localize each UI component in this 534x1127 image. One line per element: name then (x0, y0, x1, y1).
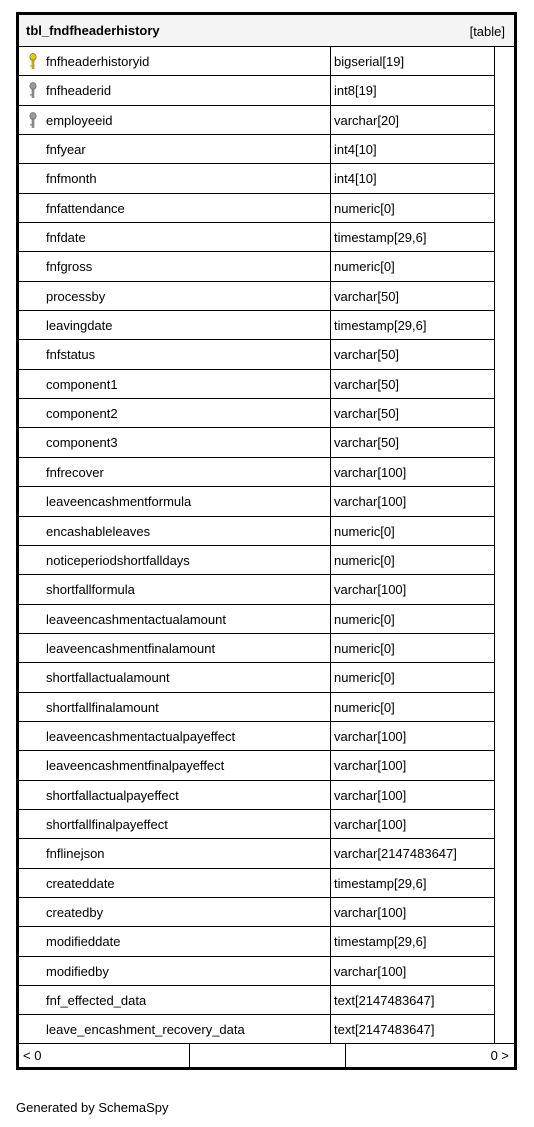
column-type: varchar[100] (334, 816, 407, 832)
column-type: timestamp[29,6] (334, 875, 427, 891)
column-type: varchar[50] (334, 406, 400, 422)
table-row (19, 76, 495, 105)
column-type-cell (331, 957, 494, 985)
table-row (19, 458, 495, 487)
column-name[interactable]: leave_encashment_recovery_data (46, 1022, 245, 1038)
table-row (19, 693, 495, 722)
column-type: numeric[0] (334, 200, 395, 216)
table-row (19, 927, 495, 956)
parent-count-label: < 0 (23, 1048, 42, 1063)
scrollbar-track[interactable] (495, 47, 514, 1043)
column-name[interactable]: fnfheaderid (46, 83, 112, 99)
column-name-cell (19, 517, 331, 545)
column-name-cell (19, 693, 331, 721)
footer-child-count[interactable] (346, 1044, 514, 1067)
foreign-key-icon (27, 82, 39, 99)
column-name-cell (19, 869, 331, 897)
column-type: int4[10] (334, 171, 377, 187)
column-name-cell (19, 986, 331, 1014)
column-name[interactable]: modifiedby (46, 963, 109, 979)
column-type-cell (331, 311, 494, 339)
column-type-cell (331, 605, 494, 633)
foreign-key-icon (27, 112, 39, 129)
column-type-cell (331, 634, 494, 662)
column-type-cell (331, 458, 494, 486)
column-name[interactable]: fnfyear (46, 142, 86, 158)
column-type: varchar[100] (334, 758, 407, 774)
column-type-cell (331, 252, 494, 280)
column-type-cell (331, 869, 494, 897)
column-type: numeric[0] (334, 699, 395, 715)
column-name[interactable]: component1 (46, 376, 118, 392)
column-type-cell (331, 546, 494, 574)
column-name-cell (19, 546, 331, 574)
column-type: varchar[100] (334, 787, 407, 803)
column-type-cell (331, 47, 494, 75)
column-name-cell (19, 223, 331, 251)
column-type: timestamp[29,6] (334, 318, 427, 334)
column-type: numeric[0] (334, 611, 395, 627)
generated-by-text: Generated by SchemaSpy (16, 1100, 169, 1115)
column-name[interactable]: noticeperiodshortfalldays (46, 552, 190, 568)
table-row (19, 898, 495, 927)
column-name[interactable]: encashableleaves (46, 523, 151, 539)
column-name-cell (19, 487, 331, 515)
column-type-cell (331, 1015, 494, 1043)
column-name-cell (19, 135, 331, 163)
column-name[interactable]: leaveencashmentformula (46, 494, 192, 510)
table-type-label: [table] (469, 24, 505, 39)
column-name-cell (19, 957, 331, 985)
table-row (19, 722, 495, 751)
table-row (19, 164, 495, 193)
column-name-cell (19, 311, 331, 339)
column-type: varchar[100] (334, 963, 407, 979)
column-type: varchar[100] (334, 494, 407, 510)
column-type-cell (331, 370, 494, 398)
column-list (19, 47, 495, 1045)
column-type-cell (331, 428, 494, 456)
column-name-cell (19, 370, 331, 398)
column-type: text[2147483647] (334, 1022, 435, 1038)
column-type-cell (331, 663, 494, 691)
column-type-cell (331, 927, 494, 955)
table-header (19, 15, 514, 47)
table-row (19, 517, 495, 546)
column-name[interactable]: shortfallactualamount (46, 670, 170, 686)
column-type-cell (331, 751, 494, 779)
column-type-cell (331, 399, 494, 427)
column-name-cell (19, 47, 331, 75)
column-type-cell (331, 76, 494, 104)
column-name-cell (19, 605, 331, 633)
table-row (19, 1015, 495, 1044)
column-type-cell (331, 164, 494, 192)
column-name-cell (19, 252, 331, 280)
child-count-label: 0 > (490, 1048, 509, 1063)
primary-key-icon (27, 53, 39, 70)
column-name-cell (19, 340, 331, 368)
column-name-cell (19, 810, 331, 838)
footer-parent-count[interactable] (19, 1044, 190, 1067)
column-name[interactable]: fnfstatus (46, 347, 96, 363)
column-type-cell (331, 135, 494, 163)
table-row (19, 370, 495, 399)
column-type: varchar[100] (334, 728, 407, 744)
column-type: varchar[2147483647] (334, 846, 457, 862)
column-type: numeric[0] (334, 640, 395, 656)
table-row (19, 428, 495, 457)
table-row (19, 810, 495, 839)
column-name[interactable]: fnfgross (46, 259, 93, 275)
column-type-cell (331, 194, 494, 222)
column-name[interactable]: shortfallfinalamount (46, 699, 159, 715)
column-name-cell (19, 722, 331, 750)
table-row (19, 47, 495, 76)
column-type: timestamp[29,6] (334, 230, 427, 246)
column-name-cell (19, 428, 331, 456)
column-type-cell (331, 340, 494, 368)
column-type: numeric[0] (334, 670, 395, 686)
column-type: timestamp[29,6] (334, 934, 427, 950)
table-row (19, 252, 495, 281)
column-name-cell (19, 399, 331, 427)
column-type-cell (331, 517, 494, 545)
column-name[interactable]: shortfallactualpayeffect (46, 787, 179, 803)
column-name-cell (19, 663, 331, 691)
column-type: varchar[50] (334, 347, 400, 363)
table-row (19, 194, 495, 223)
column-type: bigserial[19] (334, 54, 405, 69)
table-row (19, 751, 495, 780)
table-row (19, 399, 495, 428)
table-row (19, 135, 495, 164)
column-name-cell (19, 76, 331, 104)
column-type-cell (331, 223, 494, 251)
column-type: numeric[0] (334, 552, 395, 568)
column-type: varchar[100] (334, 904, 407, 920)
table-row (19, 839, 495, 868)
column-name-cell (19, 634, 331, 662)
column-name[interactable]: component3 (46, 435, 118, 451)
column-type-cell (331, 722, 494, 750)
column-type-cell (331, 282, 494, 310)
column-name-cell (19, 575, 331, 603)
column-name[interactable]: component2 (46, 406, 118, 422)
column-name[interactable]: fnfmonth (46, 171, 97, 187)
column-type: varchar[50] (334, 288, 400, 304)
column-name-cell (19, 194, 331, 222)
table-row (19, 282, 495, 311)
column-type-cell (331, 839, 494, 867)
column-name[interactable]: fnfdate (46, 230, 86, 246)
column-type-cell (331, 986, 494, 1014)
table-row (19, 311, 495, 340)
table-row (19, 634, 495, 663)
column-name[interactable]: leaveencashmentfinalamount (46, 640, 216, 656)
column-type: varchar[20] (334, 112, 400, 128)
column-name[interactable]: shortfallfinalpayeffect (46, 816, 168, 832)
table-row (19, 869, 495, 898)
column-name[interactable]: leaveencashmentfinalpayeffect (46, 758, 225, 774)
table-name[interactable]: tbl_fndfheaderhistory (26, 23, 160, 38)
column-type: int8[19] (334, 83, 377, 99)
column-name-cell (19, 282, 331, 310)
column-name[interactable]: leavingdate (46, 318, 113, 334)
table-footer (19, 1043, 514, 1067)
column-name[interactable]: createddate (46, 875, 115, 891)
column-name-cell (19, 106, 331, 134)
footer-middle (190, 1044, 346, 1067)
column-type-cell (331, 781, 494, 809)
column-name[interactable]: fnfheaderhistoryid (46, 54, 150, 69)
column-name[interactable]: processby (46, 288, 106, 304)
table-row (19, 546, 495, 575)
column-name-cell (19, 781, 331, 809)
table-row (19, 575, 495, 604)
column-name[interactable]: leaveencashmentactualpayeffect (46, 728, 236, 744)
table-row (19, 223, 495, 252)
column-name[interactable]: leaveencashmentactualamount (46, 611, 226, 627)
table-row (19, 957, 495, 986)
column-type: varchar[50] (334, 435, 400, 451)
column-type-cell (331, 898, 494, 926)
table-row (19, 663, 495, 692)
column-name[interactable]: shortfallformula (46, 582, 135, 598)
column-name[interactable]: fnflinejson (46, 846, 105, 862)
table-row (19, 340, 495, 369)
table-row (19, 487, 495, 516)
column-type: numeric[0] (334, 523, 395, 539)
column-name-cell (19, 164, 331, 192)
table-row (19, 605, 495, 634)
column-name-cell (19, 898, 331, 926)
column-name-cell (19, 751, 331, 779)
table-box (16, 12, 517, 1070)
column-type-cell (331, 693, 494, 721)
column-name-cell (19, 1015, 331, 1043)
column-type: int4[10] (334, 142, 377, 158)
table-row (19, 986, 495, 1015)
column-type: varchar[50] (334, 376, 400, 392)
column-name[interactable]: modifieddate (46, 934, 121, 950)
column-name[interactable]: fnf_effected_data (46, 993, 147, 1008)
column-type: text[2147483647] (334, 993, 435, 1008)
column-name[interactable]: employeeid (46, 112, 113, 128)
column-name-cell (19, 927, 331, 955)
column-type: varchar[100] (334, 582, 407, 598)
column-name[interactable]: fnfrecover (46, 464, 104, 480)
column-name[interactable]: createdby (46, 904, 104, 920)
table-row (19, 781, 495, 810)
column-name-cell (19, 458, 331, 486)
column-type: numeric[0] (334, 259, 395, 275)
column-type-cell (331, 810, 494, 838)
table-row (19, 106, 495, 135)
column-name[interactable]: fnfattendance (46, 200, 125, 216)
column-type: varchar[100] (334, 464, 407, 480)
column-name-cell (19, 839, 331, 867)
column-type-cell (331, 575, 494, 603)
column-type-cell (331, 106, 494, 134)
column-type-cell (331, 487, 494, 515)
